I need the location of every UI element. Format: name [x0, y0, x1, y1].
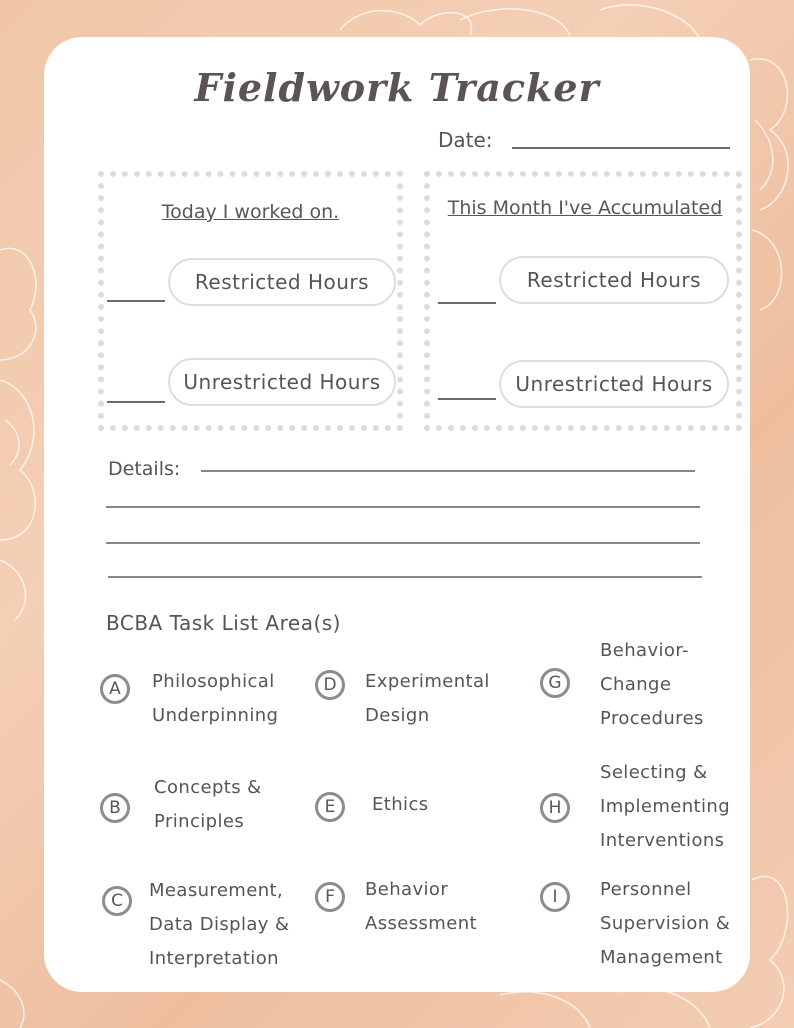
task-text-b: Concepts & Principles: [154, 777, 262, 832]
task-text-a: Philosophical Underpinning: [152, 671, 279, 726]
details-line[interactable]: [106, 506, 700, 508]
month-restricted-blank[interactable]: [438, 302, 496, 304]
task-text-g: Behavior- Change Procedures: [600, 640, 704, 729]
task-text-h: Selecting & Implementing Interventions: [600, 762, 731, 851]
page-title: Fieldwork Tracker: [194, 65, 600, 110]
date-blank-line[interactable]: [512, 147, 730, 149]
month-unrestricted-hours-pill: Unrestricted Hours: [499, 360, 729, 408]
task-list-title: BCBA Task List Area(s): [106, 611, 341, 635]
details-line[interactable]: [106, 542, 700, 544]
details-line[interactable]: [108, 576, 702, 578]
task-circle-a[interactable]: A: [100, 674, 130, 704]
today-restricted-blank[interactable]: [107, 300, 165, 302]
month-unrestricted-blank[interactable]: [438, 398, 496, 400]
task-circle-d[interactable]: D: [315, 670, 345, 700]
details-label: Details:: [108, 458, 181, 480]
today-heading: Today I worked on.: [161, 201, 340, 223]
task-text-c: Measurement, Data Display & Interpretation: [149, 880, 290, 969]
month-restricted-hours-pill: Restricted Hours: [499, 256, 729, 304]
task-circle-c[interactable]: C: [102, 886, 132, 916]
today-restricted-hours-pill: Restricted Hours: [168, 258, 396, 306]
task-circle-b[interactable]: B: [100, 793, 130, 823]
task-text-i: Personnel Supervision & Management: [600, 879, 731, 968]
task-text-e: Ethics: [372, 794, 429, 815]
today-unrestricted-blank[interactable]: [107, 401, 165, 403]
task-circle-g[interactable]: G: [540, 668, 570, 698]
today-unrestricted-hours-pill: Unrestricted Hours: [168, 358, 396, 406]
month-heading: This Month I've Accumulated: [447, 197, 723, 219]
task-circle-e[interactable]: E: [315, 792, 345, 822]
task-circle-f[interactable]: F: [315, 882, 345, 912]
details-line[interactable]: [201, 470, 695, 472]
task-text-f: Behavior Assessment: [365, 879, 477, 934]
task-text-d: Experimental Design: [365, 671, 490, 726]
date-label: Date:: [438, 128, 493, 152]
task-circle-h[interactable]: H: [540, 793, 570, 823]
tracker-card: [44, 37, 750, 992]
task-circle-i[interactable]: I: [540, 882, 570, 912]
